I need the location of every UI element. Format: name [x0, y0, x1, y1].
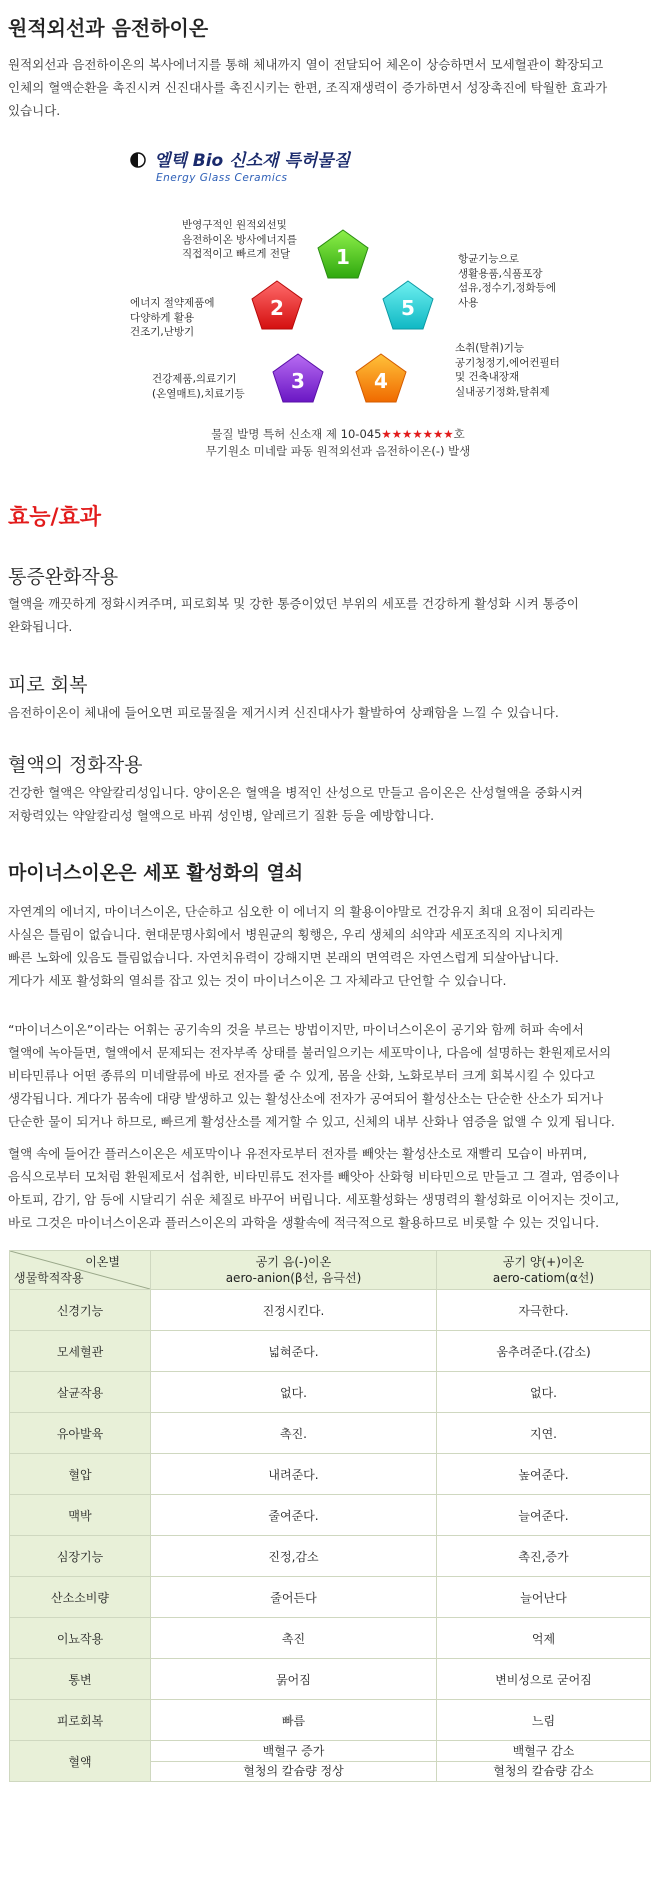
minus-ion-title: 마이너스이온은 세포 활성화의 열쇠 [8, 862, 304, 884]
positive-cell: 지연. [436, 1413, 650, 1454]
pentagon-2-icon [250, 279, 304, 331]
label-line: 건조기,난방기 [130, 326, 195, 338]
label-line: 음전하이온 방사에너지를 [182, 233, 297, 246]
text-line: 아토피, 감기, 암 등에 시달리기 쉬운 체질로 바꾸어 버립니다. 세포활성화는 생명력의 활성화로 이어지는 것이고, [8, 1192, 619, 1207]
text-line: 혈액을 깨끗하게 정화시켜주며, 피로회복 및 강한 통증이었던 부위의 세포를 건강하게 활성화 시켜 통증이 [8, 596, 579, 611]
table-row-blood [10, 1741, 651, 1782]
text-line: 음전하이온이 체내에 들어오면 피로물질을 제거시켜 신진대사가 활발하여 상쾌함을 느낄 수 있습니다. [8, 705, 559, 720]
label-line: 사용 [458, 296, 479, 309]
label-line: 공기청정기,에어컨필터 [455, 356, 560, 369]
patent-line-1 [108, 426, 568, 443]
pentagon-5-icon [381, 279, 435, 331]
column-header-positive [436, 1251, 650, 1290]
label-line: 건강제품,의료기기 [152, 373, 237, 385]
cell-line: 혈청의 칼슘량 정상 [151, 1761, 436, 1781]
text-line: 비타민류나 어떤 종류의 미네랄류에 바로 전자를 줄 수 있게, 몸을 산화, 노화로부터 크게 회복시킬 수 있다고 [8, 1068, 595, 1083]
pentagon-3-icon [271, 352, 325, 404]
row-label: 혈액 [10, 1741, 151, 1782]
positive-cell: 자극한다. [436, 1290, 650, 1331]
patent-caption [108, 426, 568, 460]
header-line: aero-anion(β선, 음극선) [225, 1271, 362, 1285]
label-line: 섬유,정수기,정화등에 [458, 282, 556, 294]
page-title: 원적외선과 음전하이온 [8, 16, 209, 40]
header-line: aero-catiom(α선) [492, 1271, 595, 1285]
positive-cell: 느림 [436, 1700, 650, 1741]
row-label: 이뇨작용 [10, 1618, 151, 1659]
intro-paragraph [8, 53, 652, 122]
item-5-label [458, 252, 556, 310]
effect-description [8, 592, 652, 638]
patent-suffix: 호 [453, 427, 465, 441]
positive-cell: 높여준다. [436, 1454, 650, 1495]
intro-line: 인체의 혈액순환을 촉진시켜 신진대사를 촉진시키는 한편, 조직재생력이 증가하면서 성장촉진에 탁월한 효과가 [8, 80, 608, 95]
row-label: 모세혈관 [10, 1331, 151, 1372]
negative-cell: 줄어든다 [151, 1577, 437, 1618]
table-row [10, 1372, 651, 1413]
label-line: 직접적이고 빠르게 전달 [182, 248, 291, 260]
ion-comparison-table [9, 1250, 651, 1782]
positive-cell: 늘여준다. [436, 1495, 650, 1536]
effect-description [8, 701, 652, 724]
label-line: 반영구적인 원적외선및 [182, 219, 287, 231]
negative-cell: 촉진. [151, 1413, 437, 1454]
positive-cell: 변비성으로 굳어짐 [436, 1659, 650, 1700]
row-label: 신경기능 [10, 1290, 151, 1331]
text-line: 게다가 세포 활성화의 열쇠를 잡고 있는 것이 마이너스이온 그 자체라고 단언할 수 있습니다. [8, 973, 507, 988]
table-row [10, 1495, 651, 1536]
row-label: 유아발육 [10, 1413, 151, 1454]
label-line: (온열매트),치료기등 [152, 387, 245, 400]
text-line: 사실은 틀림이 없습니다. 현대문명사회에서 병원균의 횡행은, 우리 생체의 쇠약과 세포조직의 지나치게 [8, 927, 563, 942]
negative-cell: 줄여준다. [151, 1495, 437, 1536]
negative-cell [151, 1741, 437, 1782]
row-label: 산소소비량 [10, 1577, 151, 1618]
logo-title: 엘텍 Bio 신소재 특허물질 [154, 151, 351, 171]
pentagon-1-icon [316, 228, 370, 280]
effect-title: 통증완화작용 [8, 566, 119, 588]
effect-description [8, 781, 652, 827]
table-header-row [10, 1251, 651, 1290]
negative-cell: 내려준다. [151, 1454, 437, 1495]
label-line: 실내공기정화,탈취제 [455, 385, 550, 398]
row-label: 살균작용 [10, 1372, 151, 1413]
intro-line: 있습니다. [8, 103, 61, 118]
table-row [10, 1454, 651, 1495]
row-label: 통변 [10, 1659, 151, 1700]
text-line: 바로 그것은 마이너스이온과 플러스이온의 과학을 생활속에 적극적으로 활용하므로 비롯할 수 있는 것입니다. [8, 1215, 600, 1230]
text-line: “마이너스이온”이라는 어휘는 공기속의 것을 부르는 방법이지만, 마이너스이온이 공기와 함께 허파 속에서 [8, 1022, 584, 1037]
negative-cell: 진정시킨다. [151, 1290, 437, 1331]
header-line: 공기 음(-)이온 [255, 1255, 332, 1269]
text-line: 생각됩니다. 게다가 몸속에 대량 발생하고 있는 활성산소에 전자가 공여되어 활성산소는 단순한 산소가 되거나 [8, 1091, 604, 1106]
patent-number: 물질 발명 특허 신소재 제 10-045 [211, 427, 382, 441]
minus-ion-paragraph-2 [8, 1018, 652, 1133]
minus-ion-paragraph-3 [8, 1142, 652, 1234]
row-label: 심장기능 [10, 1536, 151, 1577]
logo-subtitle: Energy Glass Ceramics [156, 172, 288, 184]
patent-line-2: 무기원소 미네랄 파동 원적외선과 음전하이온(-) 발생 [205, 444, 471, 458]
item-2-label [130, 296, 214, 340]
text-line: 완화됩니다. [8, 619, 73, 634]
cell-line: 백혈구 감소 [512, 1743, 575, 1758]
row-label: 맥박 [10, 1495, 151, 1536]
table-row [10, 1331, 651, 1372]
label-line: 항균기능으로 [458, 253, 519, 265]
table-corner-cell [10, 1251, 151, 1290]
negative-cell: 넓혀준다. [151, 1331, 437, 1372]
cell-line: 혈청의 칼슘량 감소 [437, 1761, 650, 1781]
header-line: 공기 양(+)이온 [502, 1255, 585, 1269]
text-line: 빠른 노화에 있음도 틀림없습니다. 자연치유력이 강해지면 본래의 면역력은 자연스럽게 되살아납니다. [8, 950, 559, 965]
text-line: 건강한 혈액은 약알칼리성입니다. 양이온은 혈액을 병적인 산성으로 만들고 음이온은 산성혈액을 중화시켜 [8, 785, 584, 800]
cell-line: 백혈구 증가 [262, 1743, 325, 1758]
text-line: 저항력있는 약알칼리성 혈액으로 바꿔 성인병, 알레르기 질환 등을 예방합니다. [8, 808, 435, 823]
label-line: 소취(탈취)기능 [455, 342, 525, 354]
text-line: 자연계의 에너지, 마이너스이온, 단순하고 심오한 이 에너지 의 활용이야말로 건강유지 최대 요점이 되리라는 [8, 904, 595, 919]
text-line: 혈액 속에 들어간 플러스이온은 세포막이나 유전자로부터 전자를 빼앗는 활성산소로 재빨리 모습이 바뀌며, [8, 1146, 587, 1161]
row-label: 혈압 [10, 1454, 151, 1495]
pentagon-number: 4 [374, 369, 388, 393]
effects-title: 효능/효과 [8, 505, 102, 530]
negative-cell: 촉진 [151, 1618, 437, 1659]
column-header-negative [151, 1251, 437, 1290]
negative-cell: 없다. [151, 1372, 437, 1413]
positive-cell: 촉진,증가 [436, 1536, 650, 1577]
corner-top-label: 이온별 [85, 1255, 120, 1269]
table-row [10, 1700, 651, 1741]
negative-cell: 묽어짐 [151, 1659, 437, 1700]
positive-cell: 움추려준다.(감소) [436, 1331, 650, 1372]
table-row [10, 1536, 651, 1577]
item-3-label [152, 372, 245, 401]
label-line: 및 건축내장재 [455, 371, 520, 383]
text-line: 혈액에 녹아들면, 혈액에서 문제되는 전자부족 상태를 불러일으키는 세포막이나, 다음에 설명하는 환원제로서의 [8, 1045, 612, 1060]
table-row [10, 1290, 651, 1331]
row-label: 피로회복 [10, 1700, 151, 1741]
positive-cell: 억제 [436, 1618, 650, 1659]
patent-stars: ★★★★★★★ [381, 427, 454, 441]
table-row [10, 1577, 651, 1618]
label-line: 에너지 절약제품에 [130, 297, 215, 309]
minus-ion-paragraph-1 [8, 900, 652, 992]
table-row [10, 1618, 651, 1659]
effect-title: 피로 회복 [8, 674, 88, 696]
corner-bottom-label: 생물학적작용 [14, 1271, 84, 1285]
label-line: 다양하게 활용 [130, 311, 195, 324]
table-row [10, 1659, 651, 1700]
pentagon-number: 1 [336, 245, 350, 269]
negative-cell: 진정,감소 [151, 1536, 437, 1577]
pentagon-number: 3 [291, 369, 305, 393]
pentagon-4-icon [354, 352, 408, 404]
bio-material-diagram [108, 140, 568, 470]
intro-line: 원적외선과 음전하이온의 복사에너지를 통해 체내까지 열이 전달되어 체온이 상승하면서 모세혈관이 확장되고 [8, 57, 604, 72]
text-line: 음식으로부터 모처럼 환원제로서 섭취한, 비타민류도 전자를 빼앗아 산화형 비타민으로 만들고 그 결과, 염증이나 [8, 1169, 620, 1184]
item-1-label [182, 218, 297, 262]
item-4-label [455, 341, 560, 399]
table-row [10, 1413, 651, 1454]
pentagon-number: 2 [270, 296, 284, 320]
pentagon-number: 5 [401, 296, 415, 320]
label-line: 생활용품,식품포장 [458, 267, 543, 280]
positive-cell: 없다. [436, 1372, 650, 1413]
positive-cell: 늘어난다 [436, 1577, 650, 1618]
negative-cell: 빠름 [151, 1700, 437, 1741]
positive-cell [436, 1741, 650, 1782]
effect-title: 혈액의 정화작용 [8, 754, 143, 776]
half-circle-icon [130, 152, 146, 168]
text-line: 단순한 물이 되거나 하므로, 빠르게 활성산소를 제거할 수 있고, 신체의 내부 산화나 염증을 없앨 수 있게 됩니다. [8, 1114, 615, 1129]
